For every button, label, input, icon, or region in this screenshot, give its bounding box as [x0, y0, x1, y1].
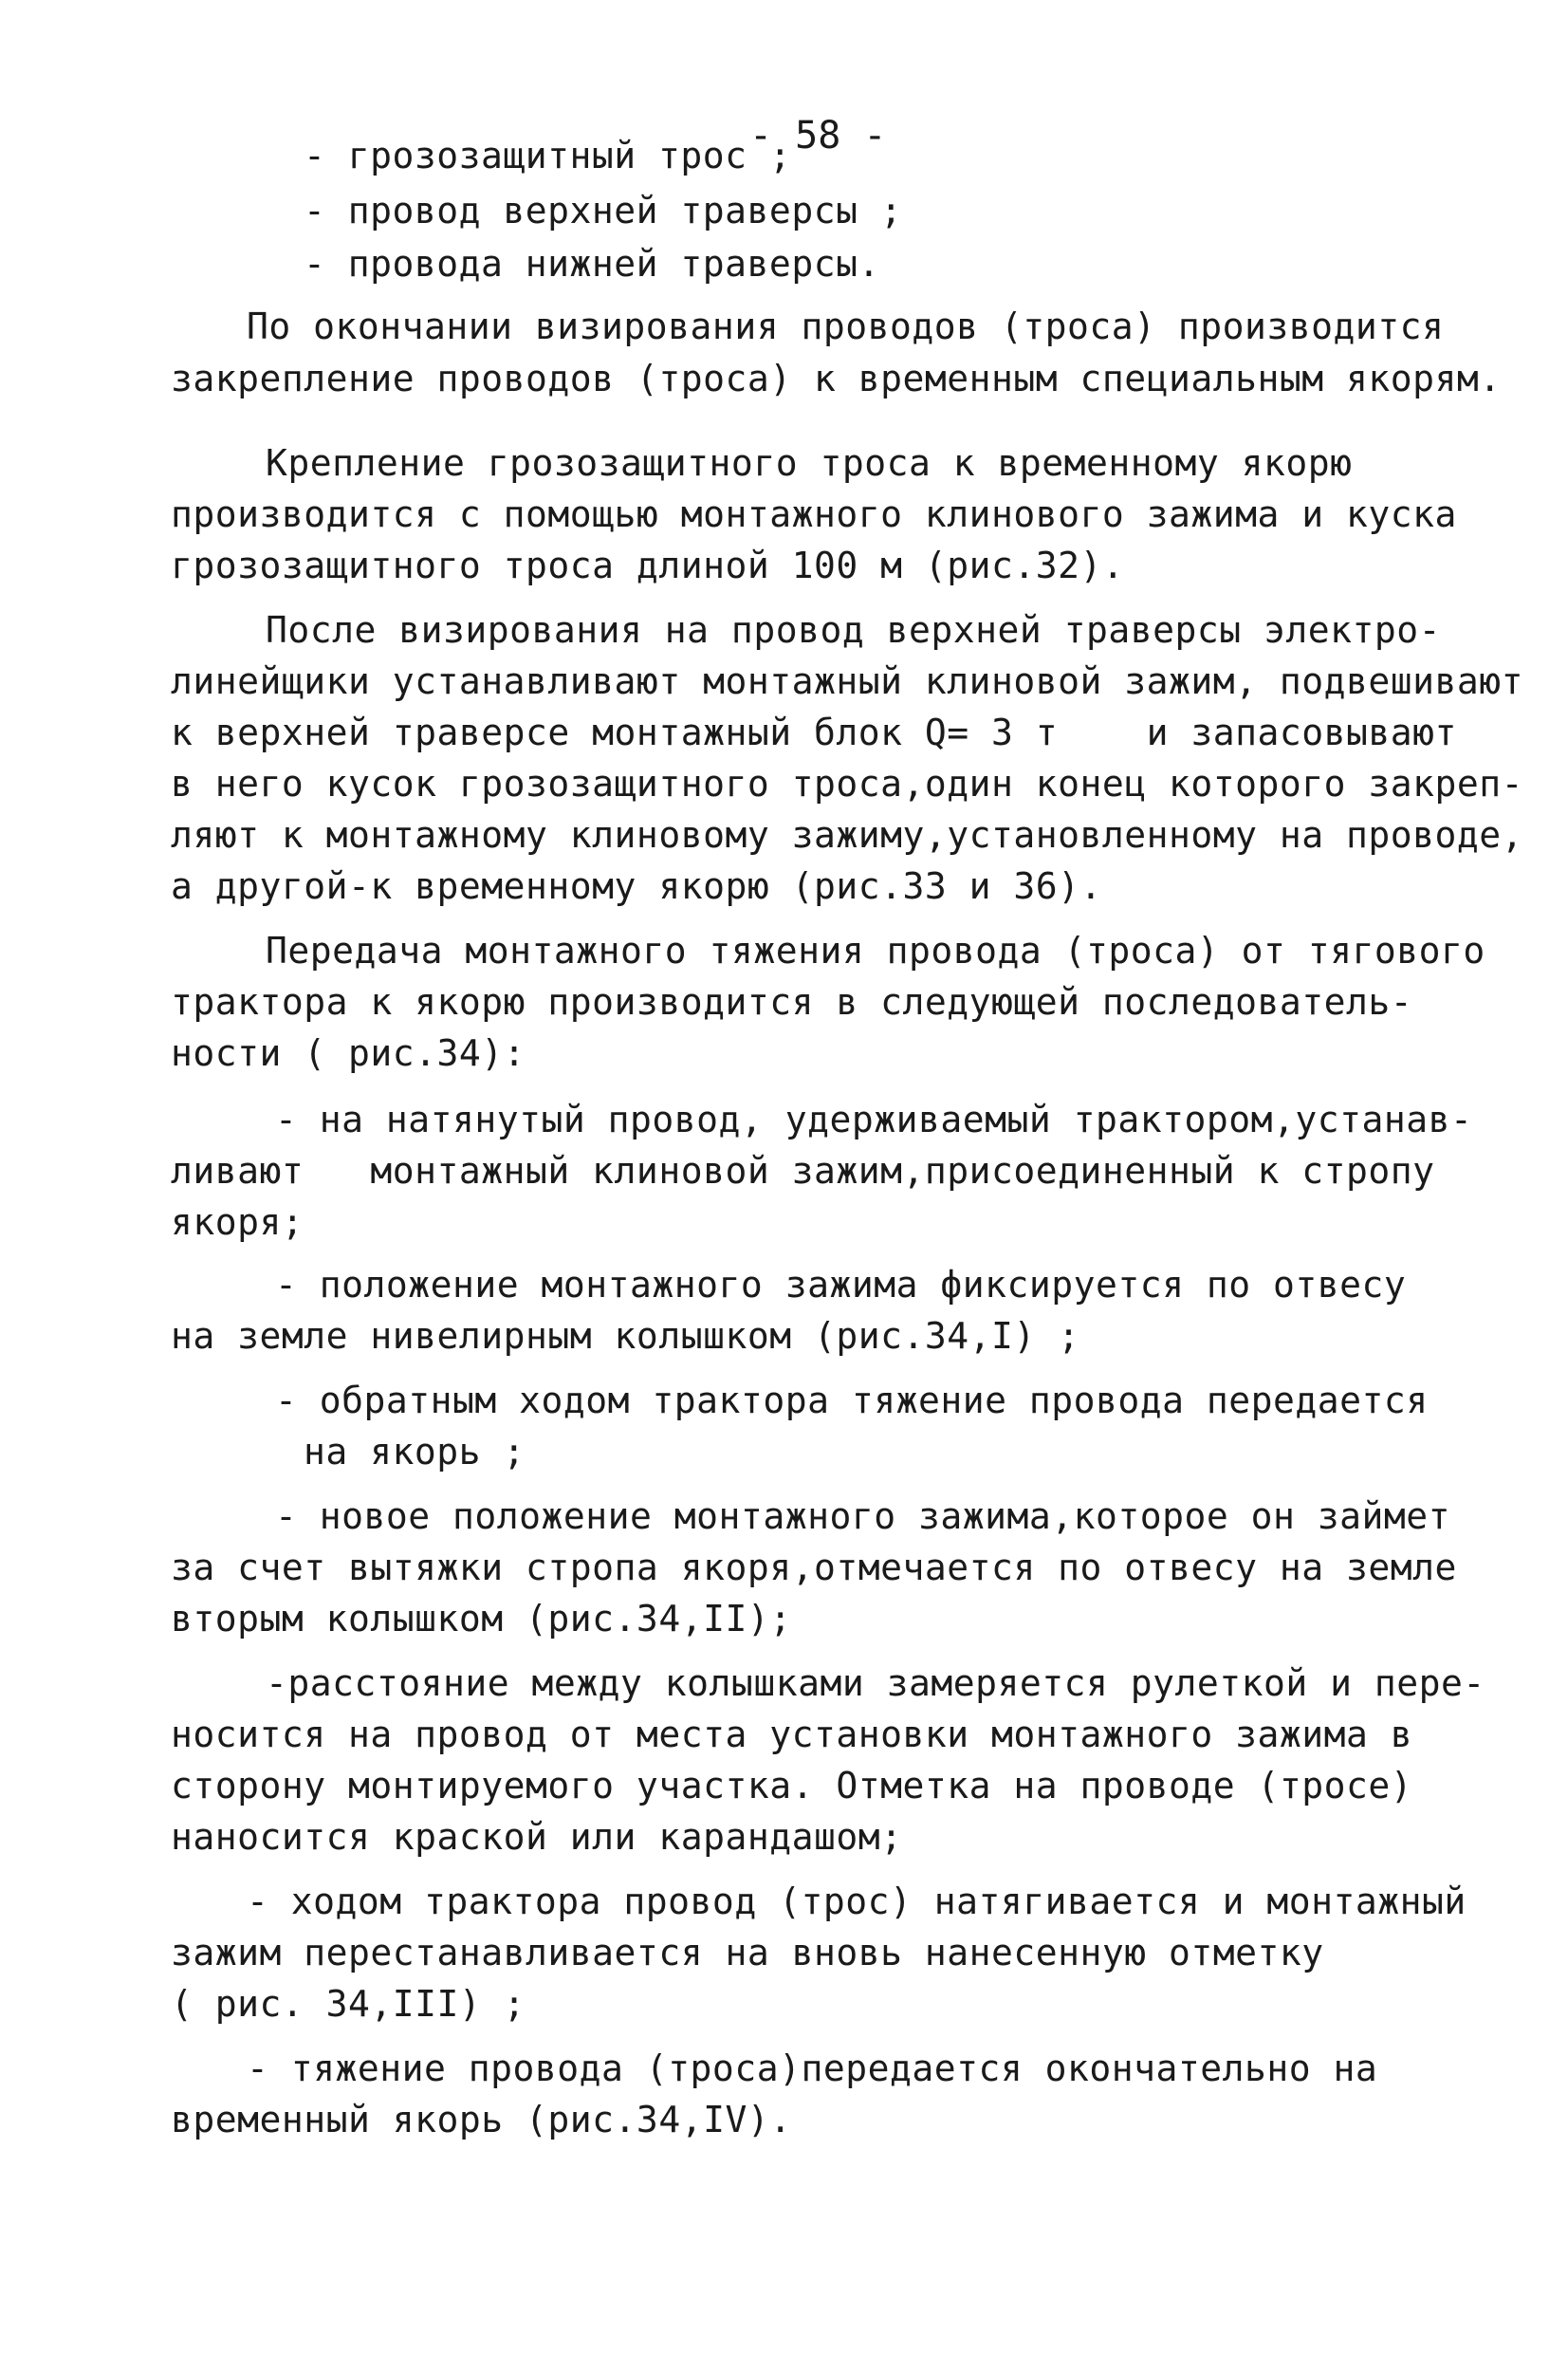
paragraph-line: ляют к монтажному клиновому зажиму,установленному на проводе,	[171, 814, 1524, 856]
list-step-line: -расстояние между колышками замеряется рулеткой и пере-	[266, 1662, 1485, 1704]
paragraph-line: По окончании визирования проводов (троса) производится	[247, 306, 1445, 347]
list-step-line: - ходом трактора провод (трос) натягивается и монтажный	[247, 1881, 1467, 1922]
list-step-line: на якорь ;	[304, 1431, 526, 1473]
list-step-line: - новое положение монтажного зажима,которое он займет	[275, 1495, 1451, 1537]
list-step-line: вторым колышком (рис.34,II);	[171, 1598, 792, 1640]
paragraph-line: грозозащитного троса длиной 100 м (рис.32).	[171, 545, 1125, 586]
list-step-line: носится на провод от места установки монтажного зажима в	[171, 1714, 1413, 1755]
paragraph-line: в него кусок грозозащитного троса,один конец которого закреп-	[171, 763, 1524, 805]
intro-list-item: - провод верхней траверсы ;	[304, 190, 903, 232]
paragraph-line: линейщики устанавливают монтажный клиновой зажим, подвешивают	[171, 660, 1524, 702]
intro-list-item: - грозозащитный трос ;	[304, 135, 792, 176]
paragraph-line: к верхней траверсе монтажный блок Q= 3 т и запасовывают	[171, 712, 1457, 753]
paragraph-line: трактора к якорю производится в следующей последователь-	[171, 981, 1413, 1023]
list-step-line: - обратным ходом трактора тяжение провода передается	[275, 1380, 1429, 1421]
list-step-line: за счет вытяжки стропа якоря,отмечается по отвесу на земле	[171, 1547, 1457, 1588]
list-step-line: ливают монтажный клиновой зажим,присоединенный к стропу	[171, 1150, 1435, 1192]
list-step-line: временный якорь (рис.34,IV).	[171, 2099, 792, 2140]
paragraph-line: Крепление грозозащитного троса к временному якорю	[266, 442, 1353, 484]
list-step-line: ( рис. 34,III) ;	[171, 1983, 526, 2025]
list-step-line: наносится краской или карандашом;	[171, 1816, 903, 1858]
intro-list-item: - провода нижней траверсы.	[304, 243, 880, 285]
list-step-line: - положение монтажного зажима фиксируется по отвесу	[275, 1264, 1407, 1306]
list-step-line: сторону монтируемого участка. Отметка на проводе (тросе)	[171, 1765, 1413, 1806]
page-number: - 58 -	[749, 114, 887, 157]
paragraph-line: ности ( рис.34):	[171, 1032, 526, 1074]
paragraph-line: а другой-к временному якорю (рис.33 и 36).	[171, 865, 1102, 907]
paragraph-line: Передача монтажного тяжения провода (троса) от тягового	[266, 930, 1485, 972]
paragraph-line: закрепление проводов (троса) к временным специальным якорям.	[171, 358, 1502, 399]
list-step-line: зажим перестанавливается на вновь нанесенную отметку	[171, 1932, 1324, 1973]
paragraph-line: После визирования на провод верхней траверсы электро-	[266, 609, 1442, 651]
paragraph-line: производится с помощью монтажного клинового зажима и куска	[171, 493, 1457, 535]
list-step-line: якоря;	[171, 1201, 304, 1243]
list-step-line: на земле нивелирным колышком (рис.34,I) ;	[171, 1315, 1080, 1357]
list-step-line: - на натянутый провод, удерживаемый трактором,устанав-	[275, 1099, 1473, 1140]
list-step-line: - тяжение провода (троса)передается окончательно на	[247, 2047, 1378, 2089]
